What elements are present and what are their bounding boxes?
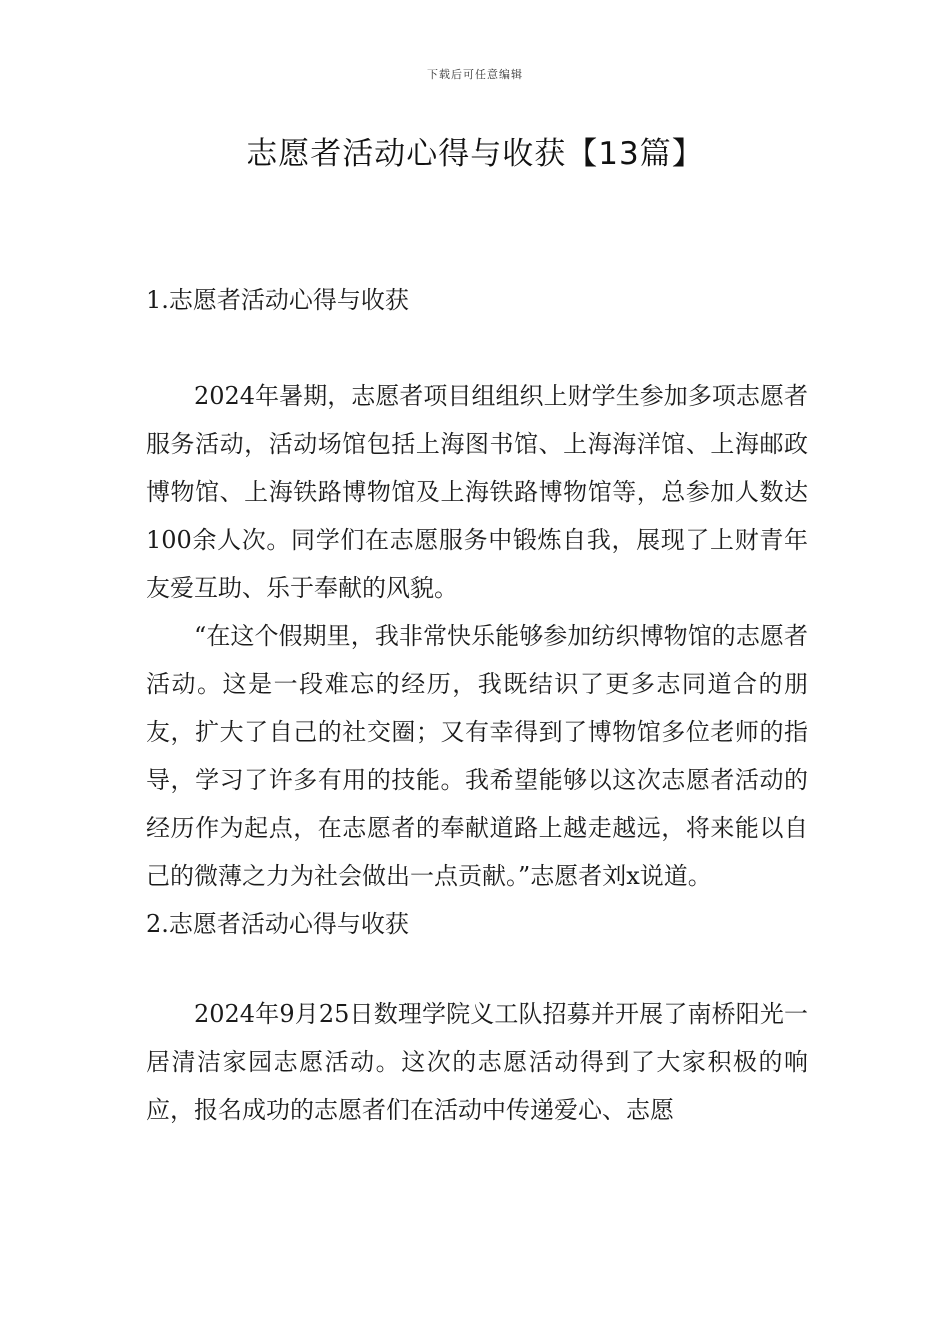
page-header-note: 下载后可任意编辑: [427, 68, 523, 81]
document-title: 志愿者活动心得与收获【13篇】: [246, 136, 704, 172]
document-body: [146, 276, 808, 1134]
section-heading: 2.志愿者活动心得与收获: [146, 910, 409, 938]
body-paragraph: “在这个假期里，我非常快乐能够参加纺织博物馆的志愿者活动。这是一段难忘的经历，我既结识了更多志同道合的朋友，扩大了自己的社交圈；又有幸得到了博物馆多位老师的指导，学习了许多有用的技能。我希望能够以这次志愿者活动的经历作为起点，在志愿者的奉献道路上越走越远，将来能以自己的微薄之力为社会做出一点贡献。”志愿者刘x说道。: [146, 622, 808, 890]
section-1: [146, 276, 808, 900]
section-2: [146, 900, 808, 1134]
body-paragraph: 2024年暑期，志愿者项目组组织上财学生参加多项志愿者服务活动，活动场馆包括上海图书馆、上海海洋馆、上海邮政博物馆、上海铁路博物馆及上海铁路博物馆等，总参加人数达100余人次。同学们在志愿服务中锻炼自我，展现了上财青年友爱互助、乐于奉献的风貌。: [146, 382, 808, 602]
body-paragraph: 2024年9月25日数理学院义工队招募并开展了南桥阳光一居清洁家园志愿活动。这次的志愿活动得到了大家积极的响应，报名成功的志愿者们在活动中传递爱心、志愿: [146, 1000, 808, 1124]
section-heading: 1.志愿者活动心得与收获: [146, 286, 409, 314]
